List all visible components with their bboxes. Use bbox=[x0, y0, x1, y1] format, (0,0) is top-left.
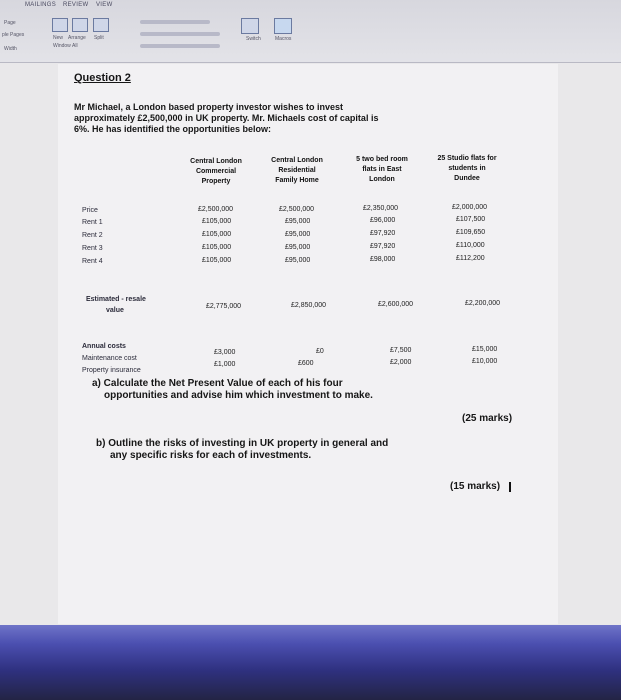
resale-label-2: value bbox=[106, 307, 124, 314]
maintenance-label: Maintenance cost bbox=[82, 355, 137, 362]
annual-costs-label: Annual costs bbox=[82, 343, 126, 350]
table-cell: £2,500,000 bbox=[198, 206, 234, 213]
col2-header-l3: Family Home bbox=[275, 177, 319, 184]
part-a-line-1: a) Calculate the Net Present Value of each of his four bbox=[92, 378, 343, 389]
split-label: Split bbox=[94, 35, 104, 41]
view-side-by-side-blur[interactable] bbox=[140, 20, 210, 24]
table-cell: £97,920 bbox=[370, 230, 396, 237]
synchronous-scrolling-blur[interactable] bbox=[140, 32, 220, 36]
table-cell: £95,000 bbox=[285, 231, 311, 238]
macros-label: Macros bbox=[275, 36, 292, 42]
macros-icon[interactable] bbox=[274, 18, 292, 34]
intro-line-1: Mr Michael, a London based property investor wishes to invest bbox=[74, 102, 344, 112]
table-cell: £105,000 bbox=[202, 231, 232, 238]
ribbon-toolbar bbox=[0, 0, 621, 63]
text-cursor bbox=[509, 482, 511, 492]
insurance-cell: £2,000 bbox=[390, 359, 412, 366]
reset-window-position-blur[interactable] bbox=[140, 44, 220, 48]
insurance-cell: £10,000 bbox=[472, 358, 498, 365]
col1-header-l1: Central London bbox=[190, 158, 242, 165]
table-cell: £2,500,000 bbox=[279, 206, 315, 213]
col4-header-l3: Dundee bbox=[454, 175, 480, 182]
insurance-cell: £1,000 bbox=[214, 361, 236, 368]
row-label-rent3: Rent 3 bbox=[82, 245, 103, 252]
insurance-label: Property insurance bbox=[82, 367, 141, 374]
table-cell: £107,500 bbox=[456, 216, 486, 223]
table-cell: £95,000 bbox=[285, 244, 311, 251]
resale-cell: £2,775,000 bbox=[206, 303, 242, 310]
all-label: All bbox=[72, 43, 78, 49]
table-cell: £112,200 bbox=[456, 255, 485, 262]
new-window-label: New bbox=[53, 35, 64, 41]
row-label-rent4: Rent 4 bbox=[82, 258, 103, 265]
arrange-label: Arrange bbox=[68, 35, 86, 41]
arrange-all-icon[interactable] bbox=[72, 18, 88, 32]
window-label: Window bbox=[53, 43, 71, 49]
monitor-bezel bbox=[0, 625, 621, 700]
table-cell: £95,000 bbox=[285, 257, 311, 264]
part-b-line-2: any specific risks for each of investments. bbox=[110, 450, 312, 461]
tab-mailings[interactable]: MAILINGS bbox=[25, 2, 57, 8]
maintenance-cell: £3,000 bbox=[214, 349, 236, 356]
maintenance-cell: £7,500 bbox=[390, 347, 412, 354]
table-cell: £105,000 bbox=[202, 218, 232, 225]
tab-view[interactable]: VIEW bbox=[96, 2, 113, 8]
col2-header-l1: Central London bbox=[271, 157, 323, 164]
maintenance-cell: £15,000 bbox=[472, 346, 498, 353]
page-width-label[interactable]: Width bbox=[4, 46, 17, 52]
one-page-label[interactable]: Page bbox=[4, 20, 16, 26]
intro-line-2: approximately £2,500,000 in UK property. Mr. Michaels cost of capital is bbox=[74, 113, 379, 123]
intro-line-3: 6%. He has identified the opportunities below: bbox=[74, 124, 272, 134]
part-b-marks: (15 marks) bbox=[450, 481, 501, 492]
part-b-line-1: b) Outline the risks of investing in UK property in general and bbox=[96, 438, 389, 449]
table-cell: £2,000,000 bbox=[452, 204, 488, 211]
table-cell: £105,000 bbox=[202, 257, 232, 264]
part-a-marks: (25 marks) bbox=[462, 413, 513, 424]
col3-header-l1: 5 two bed room bbox=[356, 156, 408, 163]
table-cell: £95,000 bbox=[285, 218, 311, 225]
switch-windows-icon[interactable] bbox=[241, 18, 259, 34]
table-cell: £98,000 bbox=[370, 256, 396, 263]
col3-header-l3: London bbox=[369, 176, 395, 183]
table-cell: £2,350,000 bbox=[363, 205, 399, 212]
table-cell: £110,000 bbox=[456, 242, 485, 249]
switch-label: Switch bbox=[246, 36, 261, 42]
multiple-pages-label[interactable]: ple Pages bbox=[2, 32, 25, 38]
part-a-line-2: opportunities and advise him which investment to make. bbox=[104, 390, 373, 401]
table-cell: £96,000 bbox=[370, 217, 396, 224]
table-cell: £97,920 bbox=[370, 243, 396, 250]
resale-label-1: Estimated - resale bbox=[86, 296, 146, 303]
col2-header-l2: Residential bbox=[278, 167, 316, 174]
new-window-icon[interactable] bbox=[52, 18, 68, 32]
col4-header-l2: students in bbox=[448, 165, 486, 172]
row-label-rent2: Rent 2 bbox=[82, 232, 103, 239]
document-page bbox=[58, 64, 558, 624]
row-label-rent1: Rent 1 bbox=[82, 219, 103, 226]
col1-header-l3: Property bbox=[201, 178, 231, 185]
split-icon[interactable] bbox=[93, 18, 109, 32]
resale-cell: £2,200,000 bbox=[465, 300, 501, 307]
resale-cell: £2,850,000 bbox=[291, 302, 327, 309]
table-cell: £105,000 bbox=[202, 244, 232, 251]
col3-header-l2: flats in East bbox=[362, 166, 402, 173]
insurance-cell: £600 bbox=[298, 360, 314, 367]
tab-review[interactable]: REVIEW bbox=[63, 2, 89, 8]
maintenance-cell: £0 bbox=[316, 348, 324, 355]
table-cell: £109,650 bbox=[456, 229, 486, 236]
row-label-price: Price bbox=[82, 207, 98, 214]
question-title: Question 2 bbox=[74, 72, 131, 84]
col4-header-l1: 25 Studio flats for bbox=[437, 155, 497, 162]
col1-header-l2: Commercial bbox=[195, 168, 237, 175]
resale-cell: £2,600,000 bbox=[378, 301, 414, 308]
